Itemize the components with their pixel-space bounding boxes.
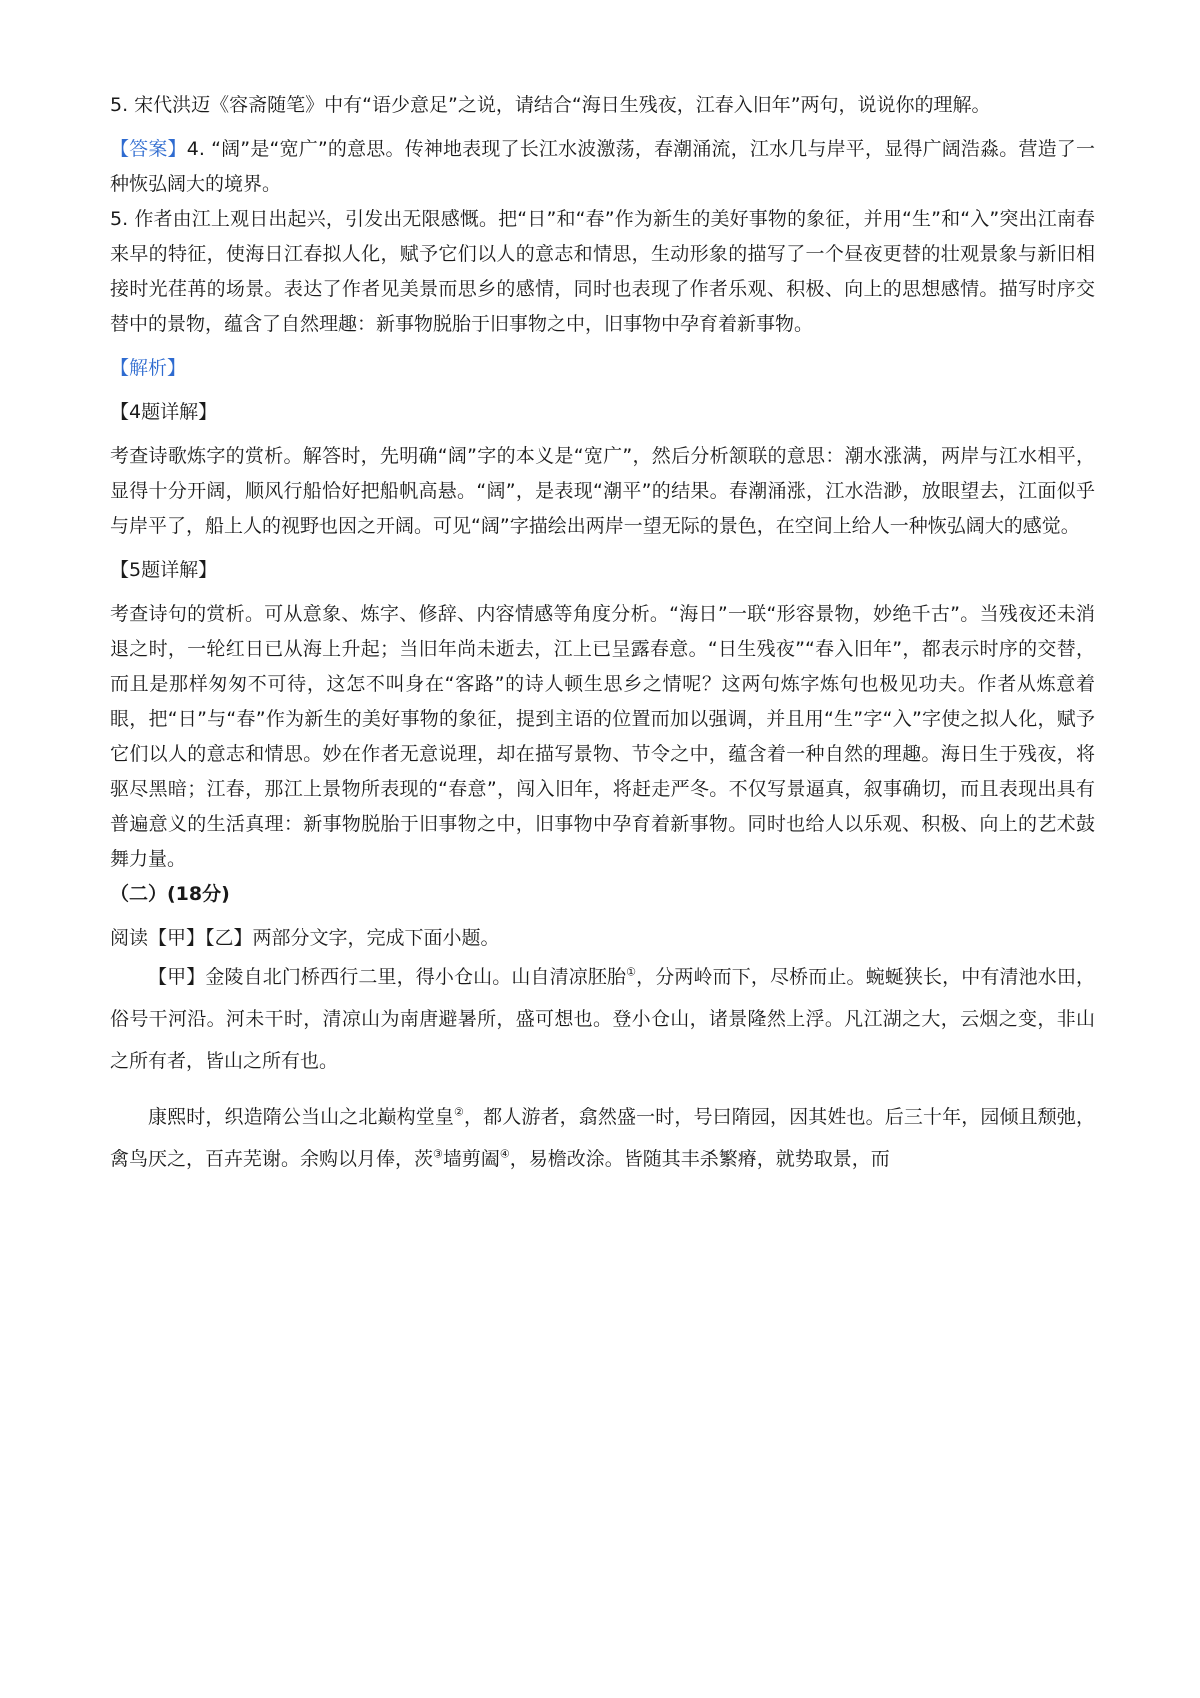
- detail-5-heading: 【5题详解】: [110, 559, 218, 581]
- detail-4-text: 考查诗歌炼字的赏析。解答时，先明确“阔”字的本义是“宽广”，然后分析颔联的意思：潮水涨满，两岸与江水相平，显得十分开阔，顺风行船恰好把船帆高悬。“阔”，是表现“潮平”的结果。春潮涌涨，江水浩渺，放眼望去，江面似乎与岸平了，船上人的视野也因之开阔。可见“阔”字描绘出两岸一望无际的景色，在空间上给人一种恢弘阔大的感觉。: [110, 445, 1095, 537]
- footnote-marker-4: ④: [499, 1147, 510, 1161]
- analysis-label: 【解析】: [110, 357, 187, 379]
- passage-2-text-d: ，易檐改涂。皆随其丰杀繁瘠，就势取景，而: [509, 1148, 890, 1170]
- passage-1-text-b: ，分两岭而下，尽桥而止。蜿蜒狭长，中有清池水田，俗号干河沿。河未干时，清凉山为南唐避暑所，盛可想也。登小仓山，诸景隆然上浮。凡江湖之大，云烟之变，非山之所有者，皆山之所有也。: [110, 966, 1095, 1072]
- footnote-marker-1: ①: [626, 965, 637, 979]
- footnote-marker-3: ③: [433, 1147, 443, 1161]
- answer-label: 【答案】: [110, 138, 187, 160]
- passage-2-text-a: 康熙时，织造隋公当山之北巅构堂皇: [148, 1106, 454, 1128]
- section-2-heading: （二）(18分): [110, 883, 230, 905]
- passage-paragraph-2: [110, 1096, 1095, 1180]
- passage-2-text-c: 墙剪阖: [442, 1148, 500, 1170]
- answer-part-5: 5. 作者由江上观日出起兴，引发出无限感慨。把“日”和“春”作为新生的美好事物的象征，并用“生”和“入”突出江南春来早的特征，使海日江春拟人化，赋予它们以人的意志和情思，生动形象的描写了一个昼夜更替的壮观景象与新旧相接时光荏苒的场景。表达了作者见美景而思乡的感情，同时也表现了作者乐观、积极、向上的思想感情。描写时序交替中的景物，蕴含了自然理趣：新事物脱胎于旧事物之中，旧事物中孕育着新事物。: [110, 208, 1095, 335]
- footnote-marker-2: ②: [454, 1105, 464, 1119]
- detail-5-text: 考查诗句的赏析。可从意象、炼字、修辞、内容情感等角度分析。“海日”一联“形容景物，妙绝千古”。当残夜还未消退之时，一轮红日已从海上升起；当旧年尚未逝去，江上已呈露春意。“日生残夜”“春入旧年”，都表示时序的交替，而且是那样匆匆不可待，这怎不叫身在“客路”的诗人顿生思乡之情呢？这两句炼字炼句也极见功夫。作者从炼意着眼，把“日”与“春”作为新生的美好事物的象征，提到主语的位置而加以强调，并且用“生”字“入”字使之拟人化，赋予它们以人的意志和情思。妙在作者无意说理，却在描写景物、节令之中，蕴含着一种自然的理趣。海日生于残夜，将驱尽黑暗；江春，那江上景物所表现的“春意”，闯入旧年，将赶走严冬。不仅写景逼真，叙事确切，而且表现出具有普遍意义的生活真理：新事物脱胎于旧事物之中，旧事物中孕育着新事物。同时也给人以乐观、积极、向上的艺术鼓舞力量。: [110, 603, 1095, 870]
- passage-paragraph-1: [110, 956, 1095, 1082]
- answer-part-4: [110, 132, 1095, 202]
- document-page: [110, 88, 1095, 1180]
- passage-2-text-b: ，都人游者，翕然盛一时，号曰隋园，因其姓也。后三十年，园倾且颓弛，禽鸟厌之，百卉芜谢。余购以月俸，茨: [110, 1106, 1095, 1170]
- section-2-instruction: 阅读【甲】【乙】两部分文字，完成下面小题。: [110, 927, 500, 949]
- question-5: 5. 宋代洪迈《容斋随笔》中有“语少意足”之说，请结合“海日生残夜，江春入旧年”两句，说说你的理解。: [110, 94, 991, 116]
- detail-4-heading: 【4题详解】: [110, 401, 218, 423]
- answer-4-text: 4. “阔”是“宽广”的意思。传神地表现了长江水波激荡，春潮涌流，江水几与岸平，显得广阔浩淼。营造了一种恢弘阔大的境界。: [110, 138, 1095, 195]
- passage-1-text-a: 【甲】金陵自北门桥西行二里，得小仓山。山自清凉胚胎: [148, 966, 627, 988]
